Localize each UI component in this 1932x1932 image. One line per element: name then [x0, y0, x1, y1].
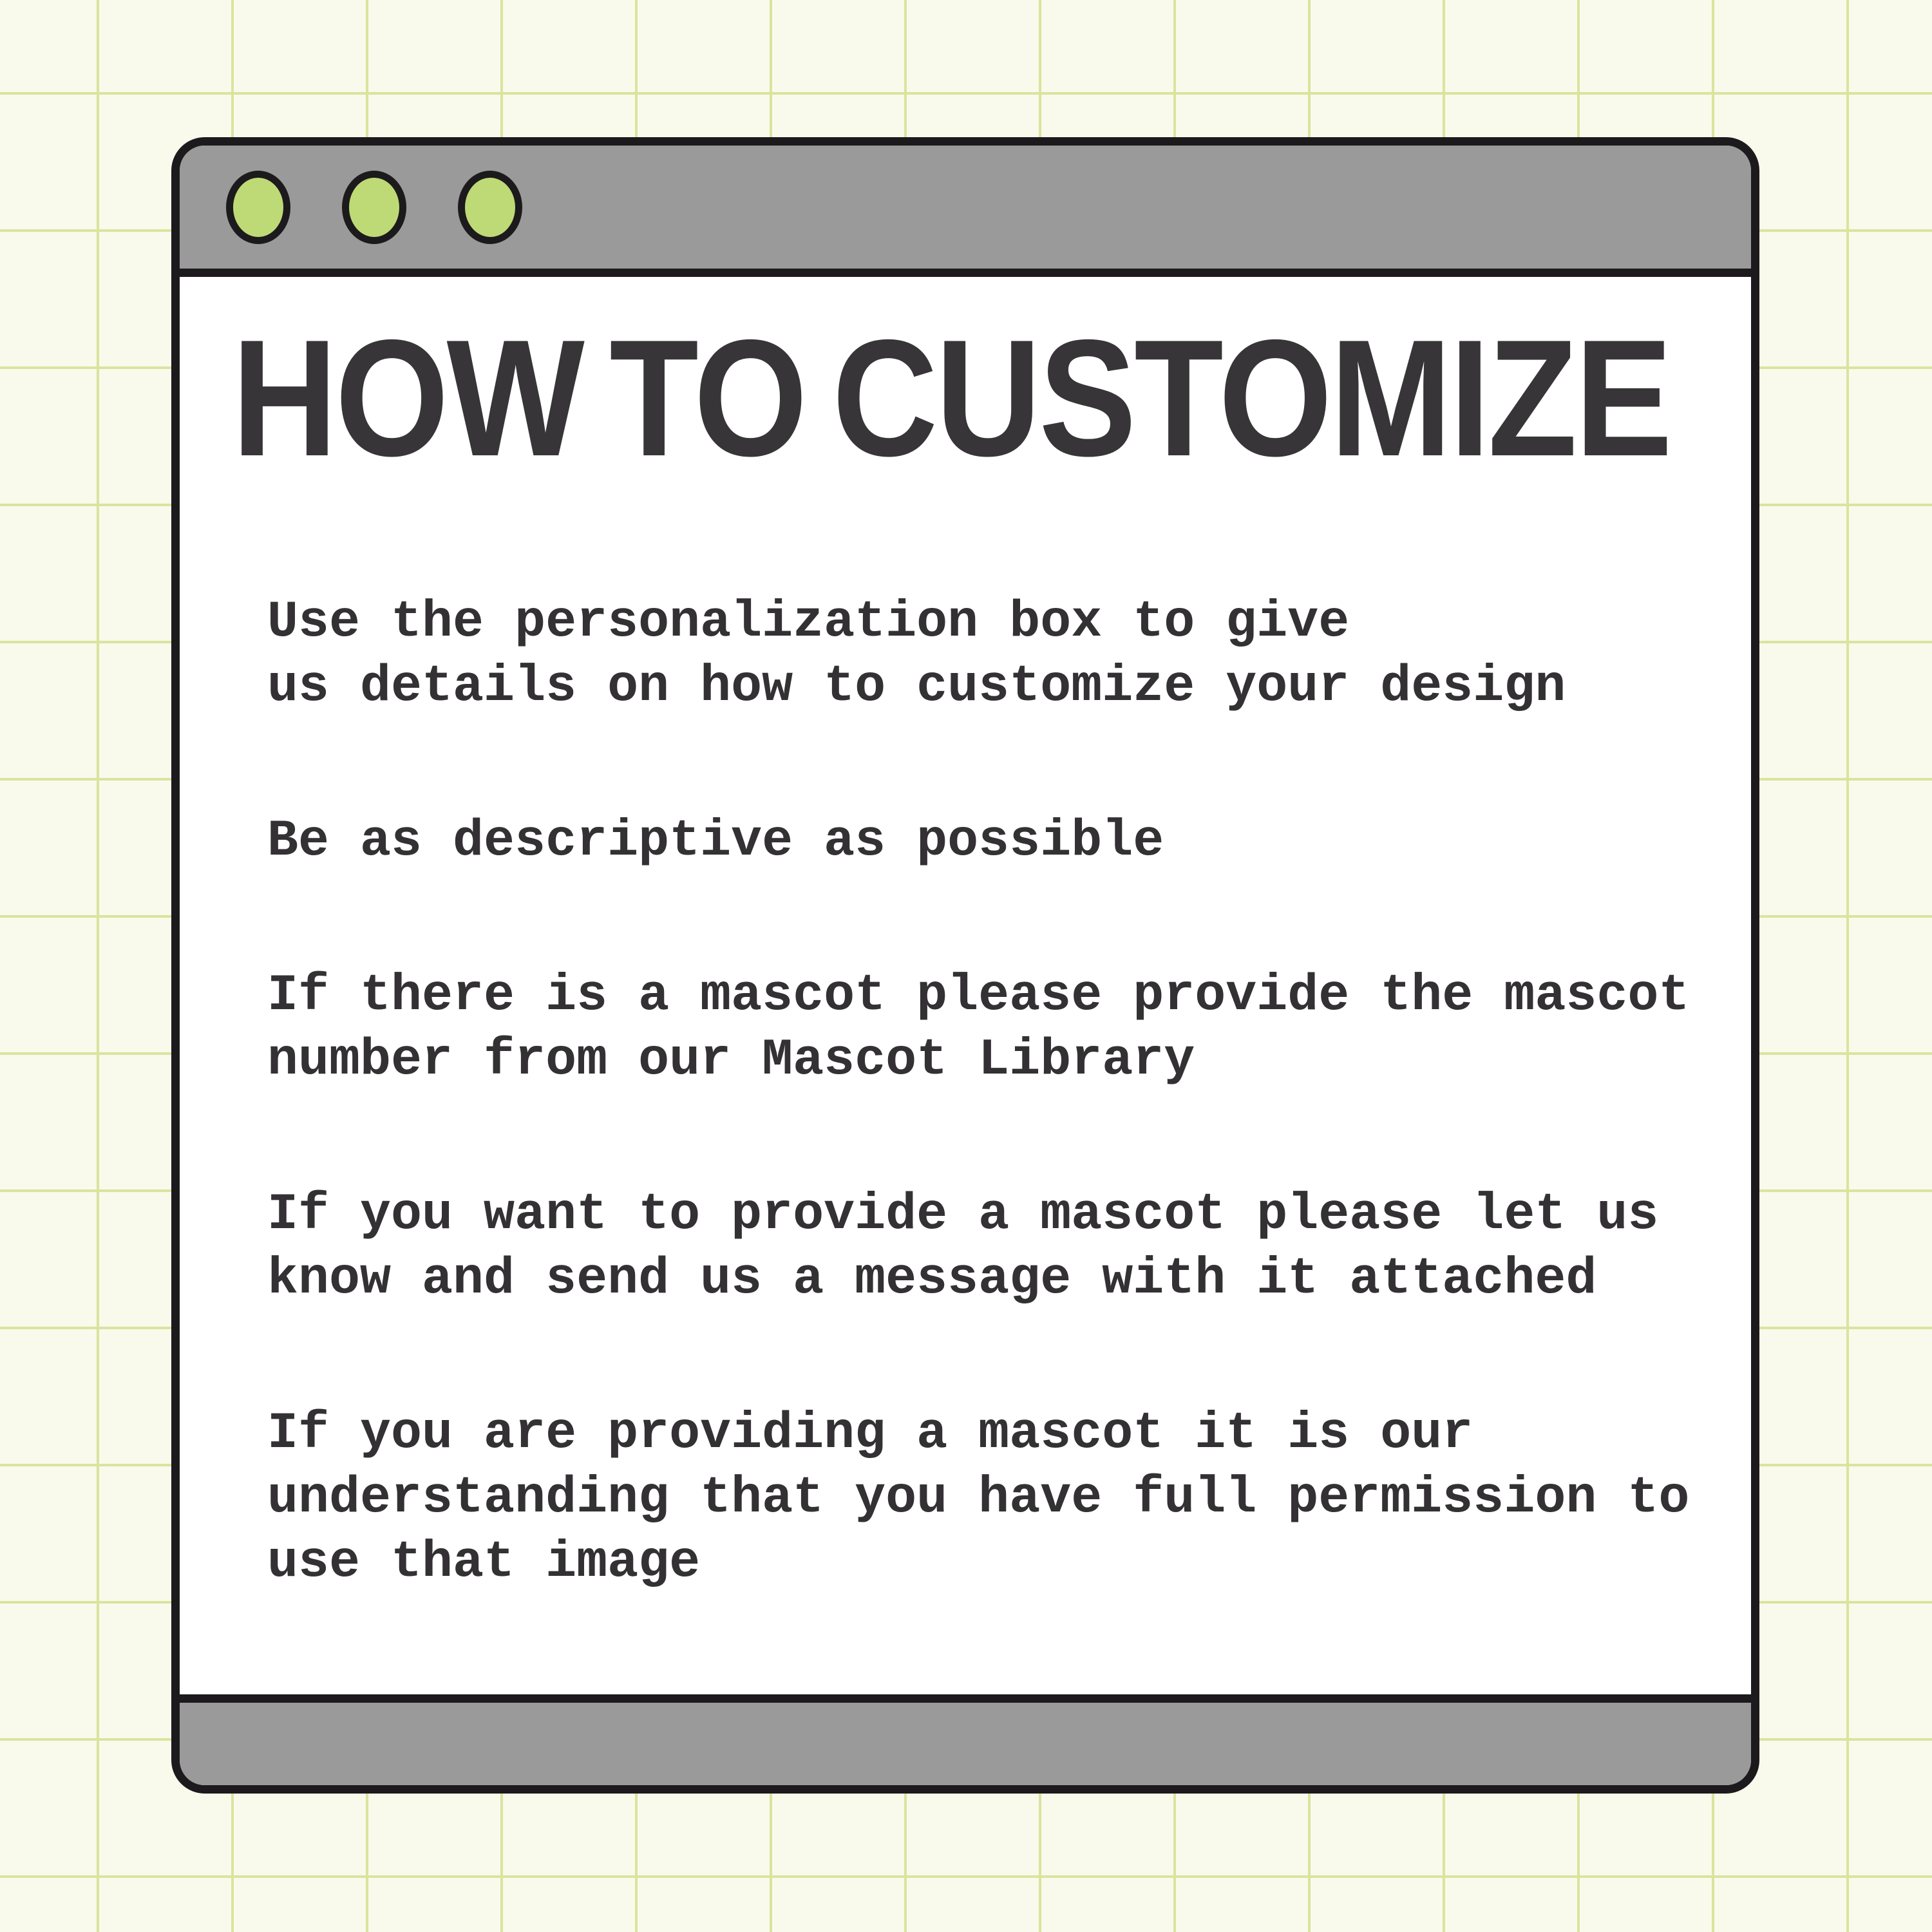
page-title: HOW TO CUSTOMIZE [232, 305, 1671, 491]
instructions-list [267, 591, 1751, 1595]
instruction-paragraph-2 [267, 810, 1751, 874]
instruction-paragraph-4 [267, 1183, 1751, 1312]
paragraph-line: know and send us a message with it attached [267, 1249, 1597, 1309]
paragraph-line: us details on how to customize your design [267, 657, 1566, 716]
paragraph-line: understanding that you have full permission to [267, 1468, 1690, 1528]
instruction-paragraph-5 [267, 1402, 1751, 1595]
browser-window [171, 137, 1759, 1794]
window-control-button-3[interactable] [458, 171, 522, 244]
paragraph-line: number from our Mascot Library [267, 1030, 1195, 1090]
window-title-bar [180, 146, 1751, 277]
paragraph-line: Be as descriptive as possible [267, 811, 1164, 871]
paragraph-line: use that image [267, 1533, 701, 1592]
window-content [180, 277, 1751, 1694]
paragraph-line: If you are providing a mascot it is our [267, 1404, 1473, 1463]
window-bottom-bar [180, 1694, 1751, 1785]
instruction-paragraph-3 [267, 964, 1751, 1093]
paragraph-line: Use the personalization box to give [267, 592, 1350, 652]
instruction-paragraph-1 [267, 591, 1751, 719]
window-control-button-1[interactable] [226, 171, 290, 244]
paragraph-line: If there is a mascot please provide the mascot [267, 966, 1690, 1025]
window-control-button-2[interactable] [342, 171, 406, 244]
paragraph-line: If you want to provide a mascot please let us [267, 1185, 1659, 1244]
